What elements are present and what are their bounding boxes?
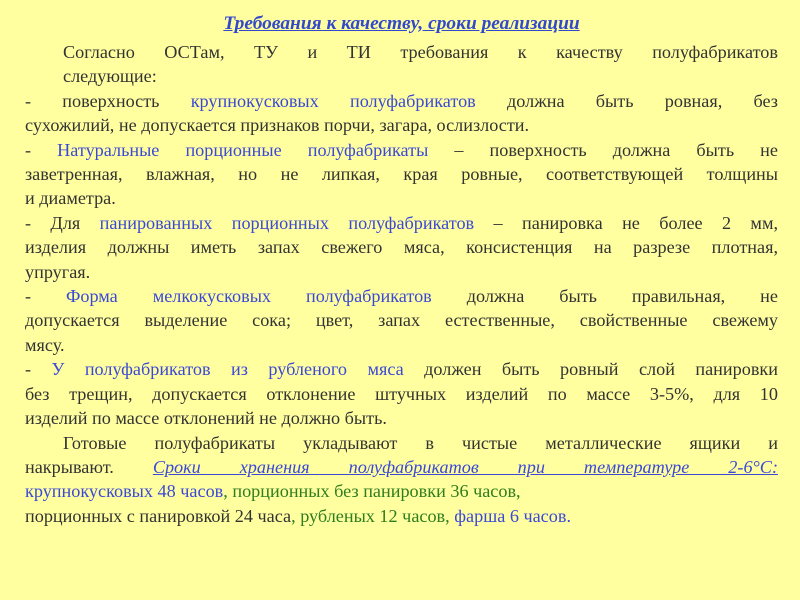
item2-line-1 [25,138,778,162]
storage-minced: , рубленых 12 часов, [291,505,455,526]
item4-line-1 [25,284,778,308]
item5-highlight: У полуфабрикатов из рубленого мяса [51,359,404,380]
storage-terms-heading: Сроки хранения полуфабрикатов при температуре 2-6°С: [152,456,778,477]
item1-prefix: - поверхность [25,90,191,111]
item1-line-1 [25,89,778,113]
requirement-item-natural-portion [25,138,778,211]
storage-paragraph [25,431,778,455]
item3-line-2: изделия должны иметь запах свежего мяса, консистенция на разрезе плотная, [25,237,778,258]
requirement-item-breaded-portion [25,211,778,284]
storage-terms [25,455,778,528]
requirement-item-large-pieces [25,89,778,138]
item5-prefix: - [25,359,52,380]
storage-line-2 [25,455,778,479]
item3-line-3: упругая. [25,261,91,282]
storage-large-pieces: крупнокусковых 48 часов [25,481,224,502]
item3-prefix: - Для [25,212,100,233]
item4-line-2: допускается выделение сока; цвет, запах естественные, свойственные свежему [25,310,778,331]
item3-highlight: панированных порционных полуфабрикатов [99,212,475,233]
storage-line-1: Готовые полуфабрикаты укладывают в чистые металлические ящики и [63,432,778,453]
intro-line-2: следующие: [63,66,157,87]
item5-suffix: должен быть ровный слой панировки [403,359,778,380]
item1-highlight: крупнокусковых полуфабрикатов [190,90,476,111]
storage-portion-no-breading: , порционных без панировки 36 часов, [223,481,521,502]
requirement-item-small-pieces [25,284,778,357]
item1-line-2: сухожилий, не допускается признаков порчи, загара, ослизлости. [25,115,530,136]
item2-suffix: – поверхность должна быть не [428,139,778,160]
requirement-item-minced-meat [25,357,778,430]
storage-forcemeat: фарша 6 часов. [454,505,571,526]
item2-prefix: - [25,139,58,160]
storage-line-3 [25,479,778,503]
item1-suffix: должна быть ровная, без [475,90,778,111]
item3-suffix: – панировка не более 2 мм, [474,212,779,233]
storage-prefix: накрывают. [25,456,153,477]
item4-suffix: должна быть правильная, не [431,286,778,307]
item4-line-3: мясу. [25,334,65,355]
item5-line-3: изделий по массе отклонений не должно быть. [25,408,387,429]
item3-line-1 [25,211,778,235]
item2-line-2: заветренная, влажная, но не липкая, края ровные, соответствующей толщины [25,164,778,185]
item5-line-2: без трещин, допускается отклонение штучных изделий по массе 3-5%, для 10 [25,383,778,404]
item4-prefix: - [25,286,67,307]
slide-title: Требования к качеству, сроки реализации [223,13,580,34]
item4-highlight: Форма мелкокусковых полуфабрикатов [66,286,432,307]
item5-line-1 [25,357,778,381]
storage-line-4 [25,504,778,528]
item2-line-3: и диаметра. [25,188,116,209]
intro-paragraph [25,40,778,89]
storage-portion-breaded: порционных с панировкой 24 часа [25,505,292,526]
item2-highlight: Натуральные порционные полуфабрикаты [57,139,429,160]
intro-line-1: Согласно ОСТам, ТУ и ТИ требования к качеству полуфабрикатов [63,42,778,62]
